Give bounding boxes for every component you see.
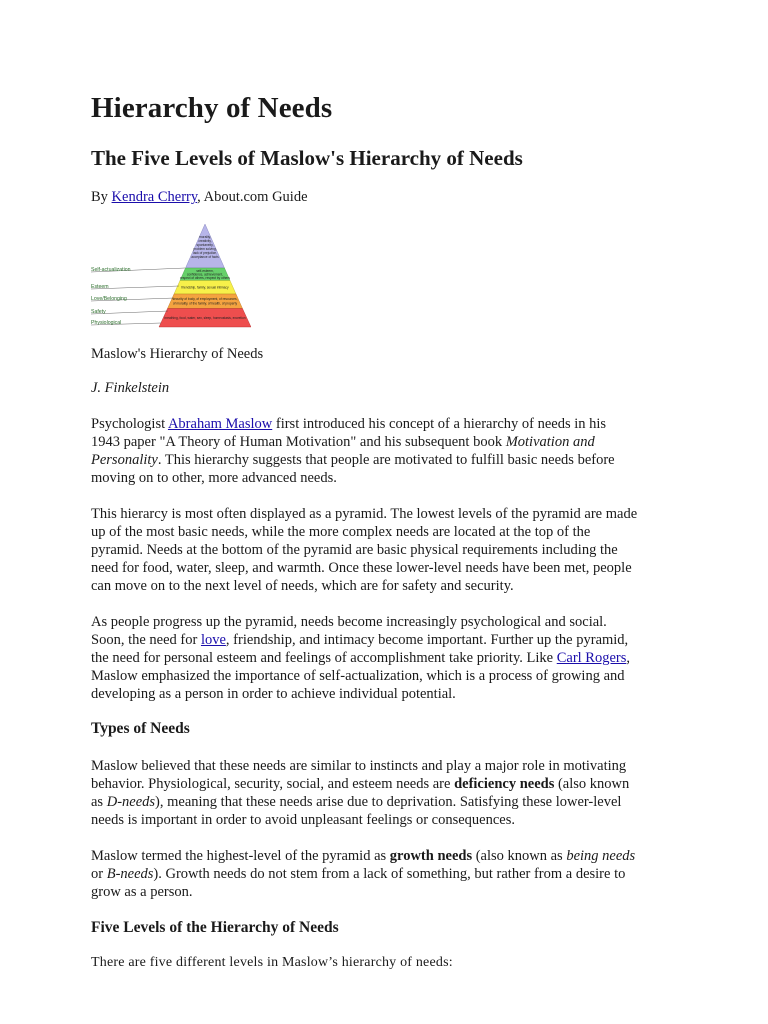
text-line [91, 433, 691, 451]
text-run: as [91, 794, 107, 810]
text-line [91, 631, 691, 649]
label-self-actualization: Self-actualization [91, 267, 131, 273]
text-line: pyramid. Needs at the bottom of the pyramid are basic physical requirements including the [91, 542, 618, 558]
text-run: or [91, 866, 107, 882]
text-run: the need for personal esteem and feelings of accomplishment take priority. Like [91, 650, 557, 666]
figure-caption: Maslow's Hierarchy of Needs [91, 346, 264, 362]
text-run: 1943 paper "A Theory of Human Motivation" and his subsequent book [91, 434, 506, 450]
abraham-maslow-link[interactable]: Abraham Maslow [167, 416, 273, 432]
term-d-needs: D-needs [106, 794, 156, 810]
text-run: Soon, the need for [91, 632, 201, 648]
label-love-belonging: Love/Belonging [91, 296, 127, 302]
label-safety: Safety [91, 309, 106, 315]
page-subtitle: The Five Levels of Maslow's Hierarchy of Needs [91, 146, 523, 170]
paragraph-pyramid [91, 505, 691, 595]
tier-text: problem solving, [193, 247, 217, 251]
text-run: behavior. Physiological, security, social, and esteem needs are [91, 776, 455, 792]
heading-types-of-needs: Types of Needs [91, 720, 190, 737]
term-being-needs: being needs [566, 848, 636, 864]
love-link[interactable]: love [200, 632, 226, 648]
figure-credit: J. Finkelstein [91, 380, 170, 396]
paragraph-progress [91, 613, 691, 703]
text-line: moving on to other, more advanced needs. [91, 470, 337, 486]
paragraph-growth [91, 847, 691, 901]
text-line: grow as a person. [91, 884, 193, 900]
text-line: needs is important in order to avoid unpleasant feelings or consequences. [91, 812, 516, 828]
text-line: Maslow emphasized the importance of self-actualization, which is a process of growing and [91, 668, 625, 684]
text-line [91, 847, 691, 865]
term-growth-needs: growth needs [389, 848, 473, 864]
paragraph-intro [91, 415, 691, 487]
byline-prefix: By [91, 189, 112, 205]
label-esteem: Esteem [91, 284, 109, 290]
book-title-part: Motivation and [505, 434, 595, 450]
text-run: Maslow termed the highest-level of the pyramid as [91, 848, 390, 864]
tier-text: security of body, of employment, of resources, [172, 297, 238, 301]
paragraph-deficiency [91, 757, 691, 829]
text-line: This hierarcy is most often displayed as a pyramid. The lowest levels of the pyramid are made [91, 506, 638, 522]
text-line [91, 865, 691, 883]
text-line: need for food, water, sleep, and warmth. Once these lower-level needs have been met, people [91, 560, 632, 576]
tier-text: creativity, [198, 239, 212, 243]
byline [91, 189, 308, 206]
tier-text: spontaneity, [196, 243, 214, 247]
text-run: , [626, 650, 631, 666]
text-line [91, 649, 691, 667]
text-line [91, 415, 691, 433]
tier-text: lack of prejudice, [193, 251, 217, 255]
text-run: first introduced his concept of a hierarchy of needs in his [272, 416, 607, 432]
text-line: As people progress up the pyramid, needs become increasingly psychological and social. [91, 614, 607, 630]
text-line: can move on to the next level of needs, which are for safety and security. [91, 578, 514, 594]
text-run: ), meaning that these needs arise due to deprivation. Satisfying these lower-level [155, 794, 622, 810]
author-link[interactable]: Kendra Cherry [111, 189, 198, 205]
tier-text: friendship, family, sexual intimacy [181, 285, 229, 290]
label-physiological: Physiological [91, 320, 122, 326]
text-run: (also known [554, 776, 630, 792]
text-line [91, 775, 691, 793]
text-run: ). Growth needs do not stem from a lack of something, but rather from a desire to [153, 866, 626, 882]
term-deficiency-needs: deficiency needs [454, 776, 555, 792]
tier-text: confidence, achievement, [186, 272, 224, 277]
maslow-pyramid-figure [91, 222, 251, 330]
text-run: . This hierarchy suggests that people are motivated to fulfill basic needs before [157, 452, 615, 468]
heading-five-levels: Five Levels of the Hierarchy of Needs [91, 919, 339, 936]
tier-text: self-esteem, [196, 269, 214, 273]
page-title: Hierarchy of Needs [91, 92, 333, 124]
tier-text: acceptance of facts [191, 255, 219, 259]
tier-text: respect of others, respect by others [180, 276, 230, 280]
book-title-part: Personality [91, 452, 158, 468]
carl-rogers-link[interactable]: Carl Rogers [556, 650, 627, 666]
term-b-needs: B-needs [106, 866, 154, 882]
text-run: (also known as [472, 848, 567, 864]
tier-text: morality, [199, 235, 211, 239]
text-line: up of the most basic needs, while the more complex needs are located at the top of the [91, 524, 591, 540]
text-line: developing as a person in order to achieve individual potential. [91, 686, 456, 702]
text-line [91, 793, 691, 811]
byline-suffix: , About.com Guide [197, 189, 308, 205]
text-line: Maslow believed that these needs are similar to instincts and play a major role in motivating [91, 758, 627, 774]
paragraph-five-levels: There are five different levels in Maslow’s hierarchy of needs: [91, 955, 453, 970]
text-line [91, 451, 691, 469]
text-run: Psychologist [91, 416, 168, 432]
tier-text: of morality, of the family, of health, of property [172, 301, 238, 306]
tier-text: breathing, food, water, sex, sleep, homeostasis, excretion [164, 316, 246, 320]
text-run: , friendship, and intimacy become important. Further up the pyramid, [225, 632, 629, 648]
